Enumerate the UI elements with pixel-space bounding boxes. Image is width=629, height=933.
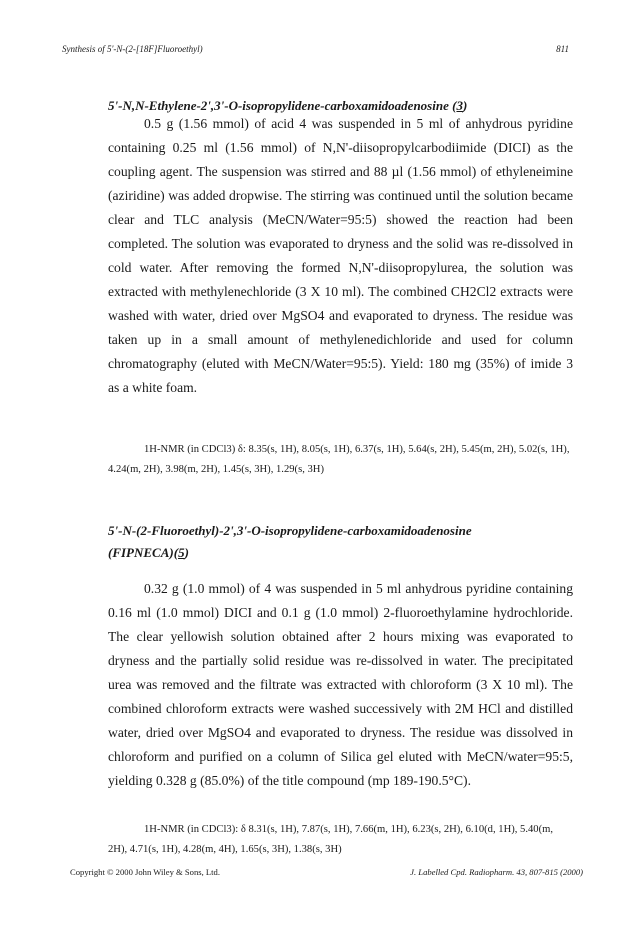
page-number: 811 (556, 44, 569, 54)
compound-number: 5 (178, 545, 185, 560)
nmr-data-compound-5 (108, 820, 573, 860)
section-title-line1: 5'-N-(2-Fluoroethyl)-2',3'-O-isopropylidene-carboxamidoadenosine (108, 523, 472, 538)
section-title-compound-5 (108, 520, 573, 564)
procedure-text: 0.32 g (1.0 mmol) of 4 was suspended in 5 ml anhydrous pyridine containing 0.16 ml (1.0 mmol) DICI and 0.1 g (1.0 mmol) 2-fluoroethylamine hydrochloride. The clear yellowish solution obtained after 2 hours mixing was evaporated to dryness and the partially solid residue was re-dissolved in water. The precipitated urea was removed and the filtrate was extracted with chloroform (3 X 10 ml). The combined chloroform extracts were washed successively with 2M HCl and distilled water, dried over MgSO4 and evaporated to dryness. The residue was dissolved in chloroform and purified on a column of Silica gel eluted with MeCN/water=95:5, yielding 0.328 g (85.0%) of the title compound (mp 189-190.5°C). (108, 581, 573, 788)
section-title-suffix: ) (462, 98, 468, 113)
procedure-paragraph-compound-3 (108, 112, 573, 400)
section-title-text: 5'-N,N-Ethylene-2',3'-O-isopropylidene-carboxamidoadenosine ( (108, 98, 457, 113)
compound-number: 3 (456, 98, 463, 113)
journal-citation: J. Labelled Cpd. Radiopharm. 43, 807-815 (2000) (410, 867, 583, 877)
nmr-text: 1H-NMR (in CDCl3) δ: 8.35(s, 1H), 8.05(s, 1H), 6.37(s, 1H), 5.64(s, 2H), 5.45(m, 2H), 5.02(s, 1H), 4.24(m, 2H), 3.98(m, 2H), 1.45(s, 3H), 1.29(s, 3H) (108, 444, 570, 475)
nmr-data-compound-3 (108, 440, 573, 480)
procedure-paragraph-compound-5 (108, 577, 573, 793)
nmr-text: 1H-NMR (in CDCl3): δ 8.31(s, 1H), 7.87(s, 1H), 7.66(m, 1H), 6.23(s, 2H), 6.10(d, 1H), 5.40(m, 2H), 4.71(s, 1H), 4.28(m, 4H), 1.65(s, 3H), 1.38(s, 3H) (108, 824, 553, 855)
page-footer (70, 867, 583, 881)
procedure-text: 0.5 g (1.56 mmol) of acid 4 was suspended in 5 ml of anhydrous pyridine containing 0.25 ml (1.56 mmol) of N,N'-diisopropylcarbodiimide (DICI) as the coupling agent. The suspension was stirred and 88 µl (1.56 mmol) of ethyleneimine (aziridine) was added dropwise. The stirring was continued until the solution became clear and TLC analysis (MeCN/Water=95:5) showed the reaction had been completed. The solution was evaporated to dryness and the solid was re-dissolved in cold water. After removing the formed N,N'-diisopropylurea, the solution was extracted with methylenechloride (3 X 10 ml). The combined CH2Cl2 extracts were washed with water, dried over MgSO4 and evaporated to dryness. The residue was taken up in a small amount of methylenedichloride and used for column chromatography (eluted with MeCN/Water=95:5). Yield: 180 mg (35%) of imide 3 as a white foam. (108, 116, 573, 395)
section-title-suffix: ) (184, 545, 189, 560)
section-title-line2 (108, 542, 573, 564)
running-title: Synthesis of 5'-N-(2-[18F]Fluoroethyl) (62, 44, 203, 54)
running-header (62, 44, 569, 60)
copyright-notice: Copyright © 2000 John Wiley & Sons, Ltd. (70, 867, 220, 877)
section-title-abbrev: (FIPNECA)( (108, 545, 179, 560)
